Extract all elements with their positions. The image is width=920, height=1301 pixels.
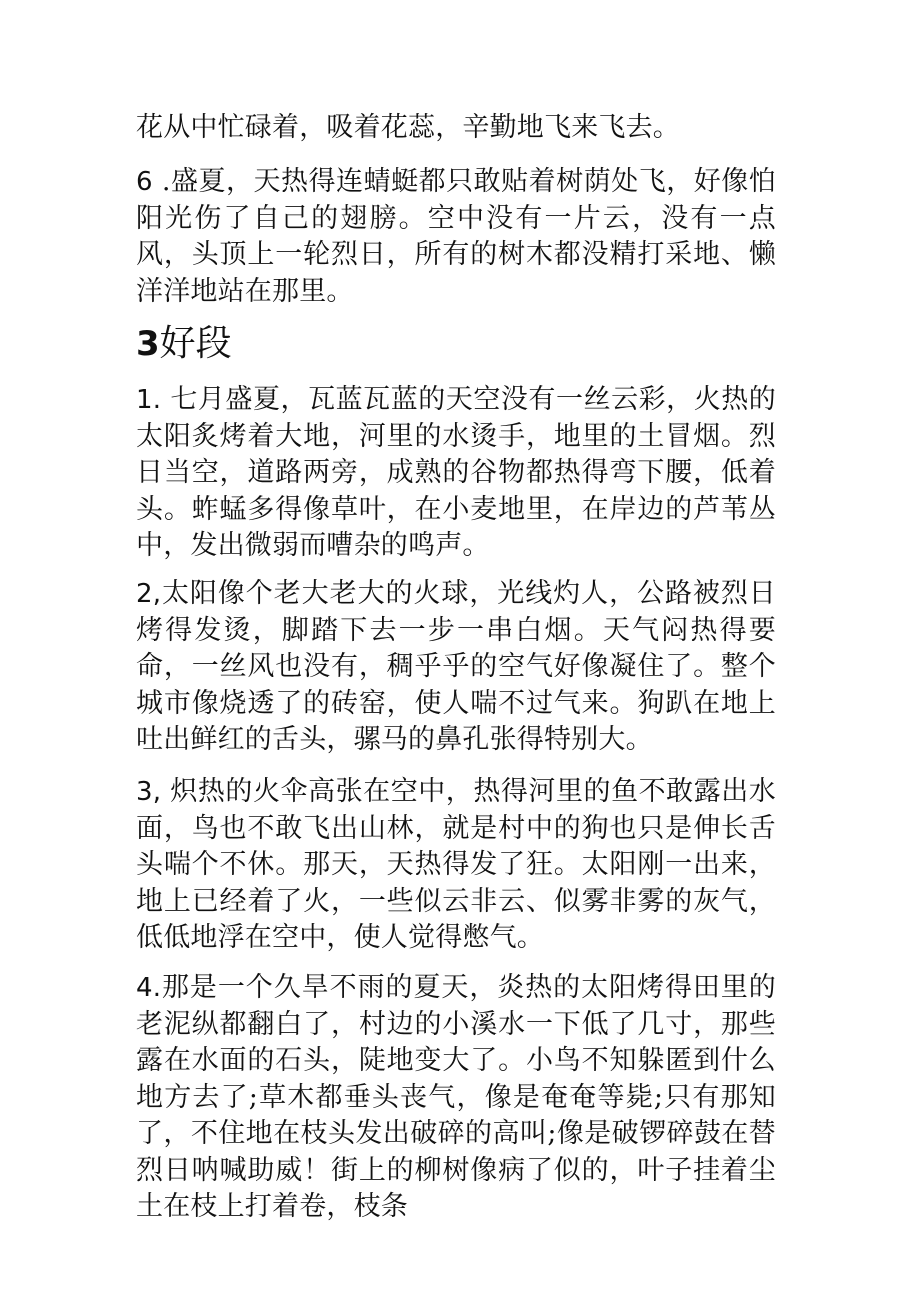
- paragraph-4-number: 4.: [136, 973, 162, 1003]
- paragraph-1-text: 七月盛夏，瓦蓝瓦蓝的天空没有一丝云彩，火热的太阳炙烤着大地，河里的水烫手，地里的土冒烟。烈日当空，道路两旁，成熟的谷物都热得弯下腰，低着头。蚱蜢多得像草叶，在小麦地里，在岸边的芦苇丛中，发出微弱而嘈杂的鸣声。: [136, 384, 776, 561]
- item-6-paragraph: [136, 164, 776, 310]
- item-6-number: 6: [136, 167, 153, 197]
- section-heading-number: 3: [136, 324, 160, 364]
- section-heading: [136, 322, 232, 366]
- paragraph-4: [136, 970, 776, 1226]
- continued-paragraph-text: 花从中忙碌着，吸着花蕊，辛勤地飞来飞去。: [136, 112, 680, 143]
- paragraph-3-text: 炽热的火伞高张在空中，热得河里的鱼不敢露出水面，鸟也不敢飞出山林，就是村中的狗也只是伸长舌头喘个不休。那天，天热得发了狂。太阳刚一出来，地上已经着了火，一些似云非云、似雾非雾的灰气，低低地浮在空中，使人觉得憋气。: [136, 776, 776, 953]
- paragraph-2-text: 太阳像个老大老大的火球，光线灼人，公路被烈日烤得发烫，脚踏下去一步一串白烟。天气闷热得要命，一丝风也没有，稠乎乎的空气好像凝住了。整个城市像烧透了的砖窑，使人喘不过气来。狗趴在地上吐出鲜红的舌头，骡马的鼻孔张得特别大。: [136, 578, 776, 755]
- paragraph-1-number: 1.: [136, 385, 162, 415]
- section-heading-title: 好段: [159, 323, 232, 364]
- paragraph-2: [136, 576, 776, 759]
- paragraph-4-text: 那是一个久旱不雨的夏天，炎热的太阳烤得田里的老泥纵都翻白了，村边的小溪水一下低了几寸，那些露在水面的石头，陡地变大了。小鸟不知躲匿到什么地方去了;草木都垂头丧气，像是奄奄等毙;只有那知了，不住地在枝头发出破碎的高叫;像是破锣碎鼓在替烈日呐喊助威！街上的柳树像病了似的，叶子挂着尘土在枝上打着卷，枝条: [136, 972, 776, 1222]
- paragraph-3-number: 3,: [136, 777, 162, 807]
- item-6-text: .盛夏，天热得连蜻蜓都只敢贴着树荫处飞，好像怕阳光伤了自己的翅膀。空中没有一片云，没有一点风，头顶上一轮烈日，所有的树木都没精打采地、懒洋洋地站在那里。: [136, 166, 776, 307]
- continued-paragraph: [136, 110, 776, 147]
- paragraph-1: [136, 382, 776, 565]
- paragraph-2-number: 2,: [136, 579, 162, 609]
- paragraph-3: [136, 774, 776, 957]
